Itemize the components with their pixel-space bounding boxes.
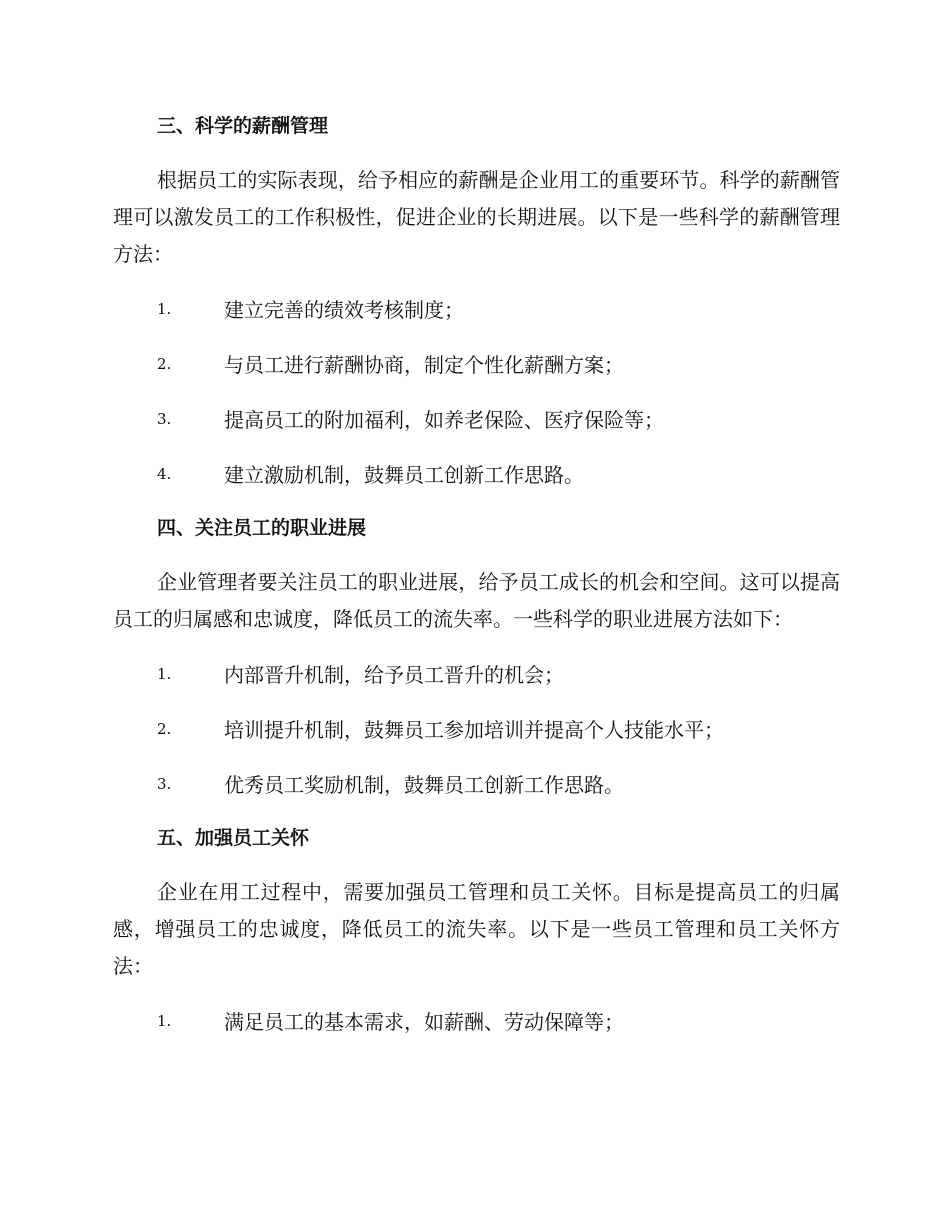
- section-heading: 四、关注员工的职业进展: [157, 517, 367, 539]
- list-number: 2.: [157, 719, 172, 738]
- list-text: 建立激励机制，鼓舞员工创新工作思路。: [224, 463, 584, 487]
- list-item: [113, 455, 840, 492]
- numbered-list: [113, 290, 840, 492]
- list-number: 3.: [157, 774, 172, 793]
- list-text: 提高员工的附加福利，如养老保险、医疗保险等；: [224, 408, 664, 432]
- list-item: [113, 655, 840, 692]
- list-number: 4.: [157, 464, 172, 483]
- section-employee-care: [113, 820, 840, 1039]
- section-paragraph: 企业在用工过程中，需要加强员工管理和员工关怀。目标是提高员工的归属感，增强员工的忠诚度，降低员工的流失率。以下是一些员工管理和员工关怀方法：: [113, 880, 840, 978]
- section-career-development: [113, 510, 840, 802]
- list-number: 1.: [157, 1011, 172, 1030]
- section-salary-management: [113, 108, 840, 492]
- list-item: [113, 1002, 840, 1039]
- list-number: 3.: [157, 409, 172, 428]
- list-number: 1.: [157, 664, 172, 683]
- numbered-list: [113, 1002, 840, 1039]
- list-item: [113, 290, 840, 327]
- list-text: 培训提升机制，鼓舞员工参加培训并提高个人技能水平；: [224, 718, 724, 742]
- list-number: 1.: [157, 299, 172, 318]
- list-item: [113, 345, 840, 382]
- section-paragraph: 企业管理者要关注员工的职业进展，给予员工成长的机会和空间。这可以提高员工的归属感和忠诚度，降低员工的流失率。一些科学的职业进展方法如下：: [113, 570, 840, 631]
- list-item: [113, 765, 840, 802]
- list-text: 满足员工的基本需求，如薪酬、劳动保障等；: [224, 1010, 624, 1034]
- section-heading: 五、加强员工关怀: [157, 827, 310, 849]
- list-text: 建立完善的绩效考核制度；: [224, 298, 464, 322]
- list-text: 内部晋升机制，给予员工晋升的机会；: [224, 663, 564, 687]
- list-item: [113, 710, 840, 747]
- list-text: 与员工进行薪酬协商，制定个性化薪酬方案；: [224, 353, 624, 377]
- section-heading: 三、科学的薪酬管理: [157, 115, 329, 137]
- list-item: [113, 400, 840, 437]
- list-text: 优秀员工奖励机制，鼓舞员工创新工作思路。: [224, 773, 624, 797]
- list-number: 2.: [157, 354, 172, 373]
- section-paragraph: 根据员工的实际表现，给予相应的薪酬是企业用工的重要环节。科学的薪酬管理可以激发员工的工作积极性，促进企业的长期进展。以下是一些科学的薪酬管理方法：: [113, 168, 840, 266]
- numbered-list: [113, 655, 840, 802]
